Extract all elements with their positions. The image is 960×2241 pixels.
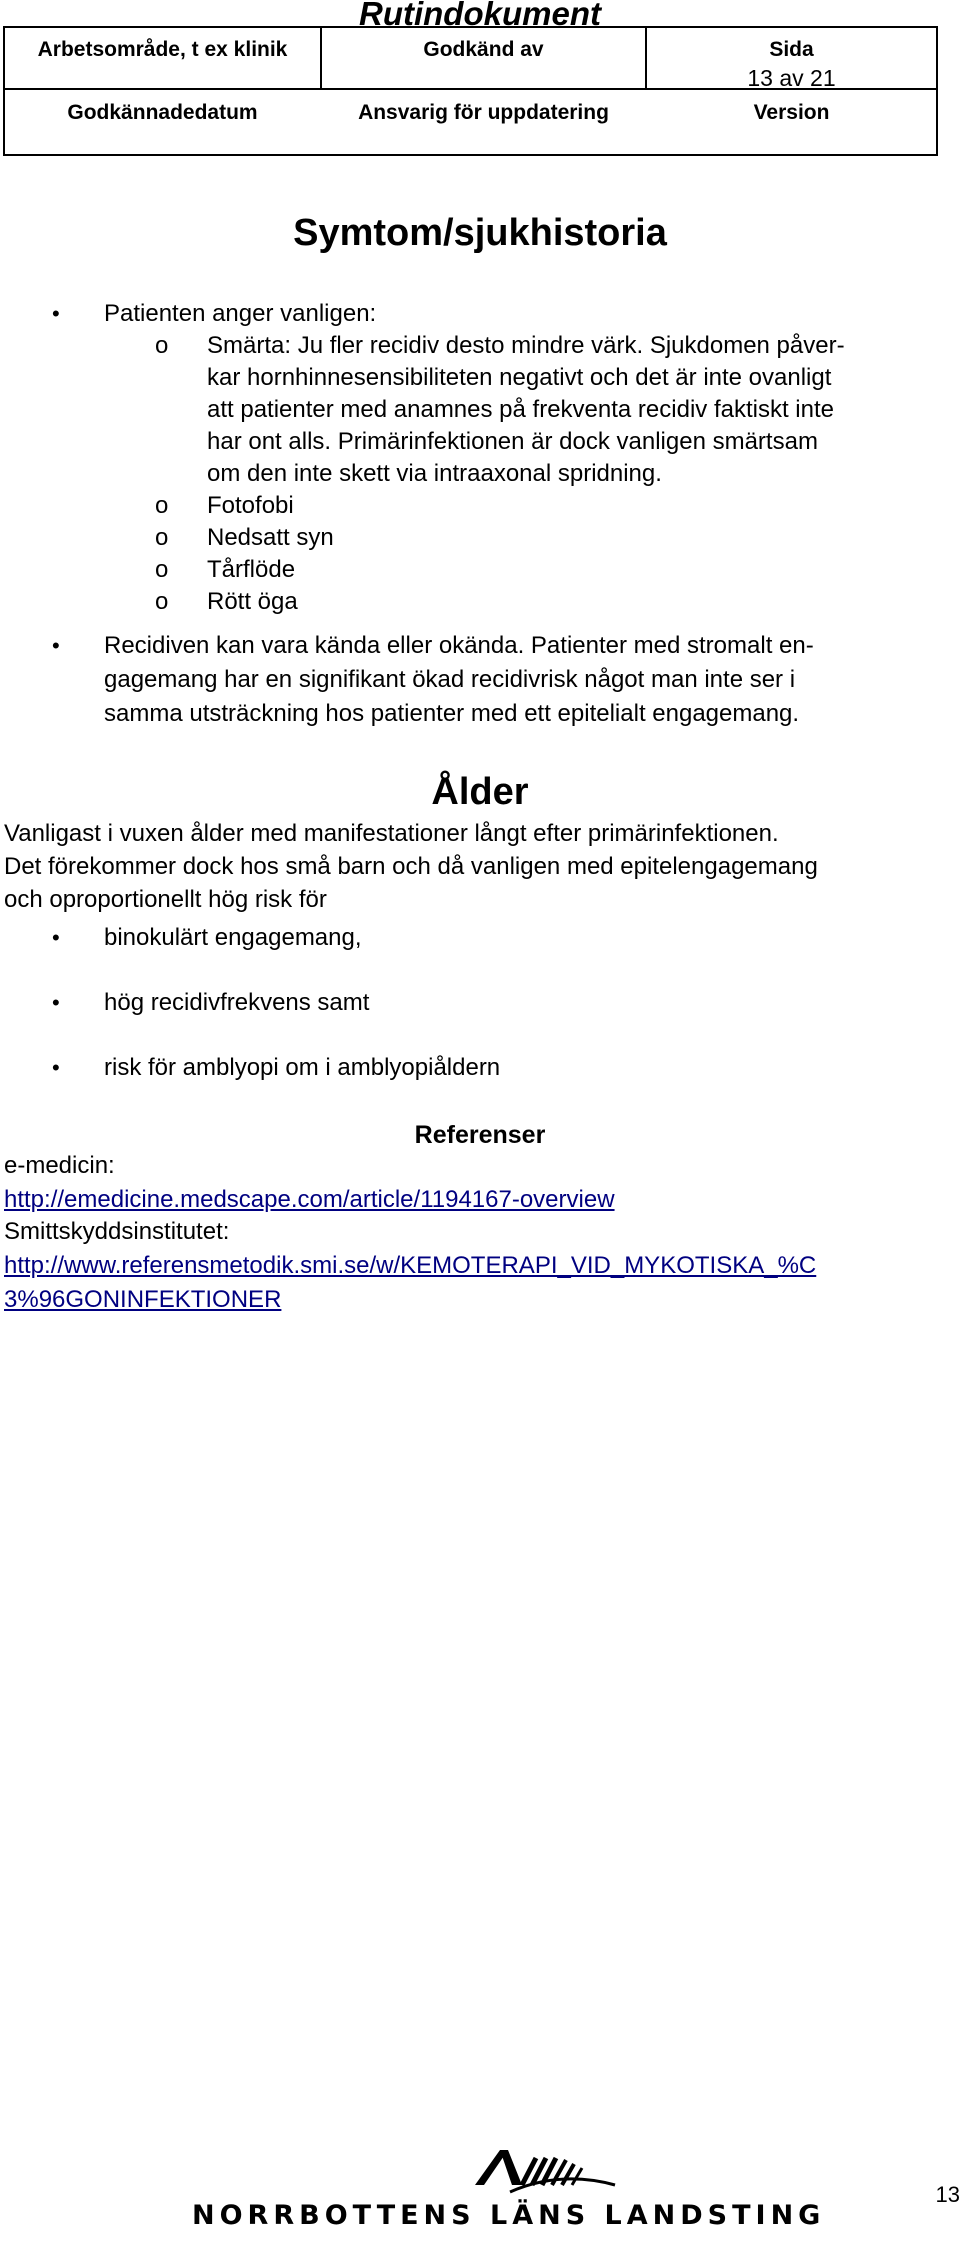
ref-smittskydd-label: Smittskyddsinstitutet: <box>4 1218 230 1245</box>
header-approved-by: Godkänd av <box>423 38 544 61</box>
nll-logo-icon <box>470 2140 620 2200</box>
footer-brand: NORRBOTTENS LÄNS LANDSTING <box>192 2200 826 2231</box>
sub-bullet-icon: o <box>155 588 169 615</box>
header-page-label: Sida <box>769 38 814 61</box>
document-title: Rutindokument <box>359 0 601 32</box>
symptoms-heading: Symtom/sjukhistoria <box>293 212 667 254</box>
symptom-pain-line3: att patienter med anamnes på frekventa recidiv faktiskt inte <box>207 396 834 423</box>
ref-emedicine-link[interactable]: http://emedicine.medscape.com/article/1194167-overview <box>4 1186 615 1213</box>
recidive-line2: gagemang har en signifikant ökad recidivrisk något man inte ser i <box>104 666 796 693</box>
age-paragraph-line2: Det förekommer dock hos små barn och då vanligen med epitelengagemang <box>4 853 818 880</box>
age-item-binocular: binokulärt engagemang, <box>104 924 362 951</box>
footer-page-number: 13 <box>935 2182 960 2207</box>
bullet-icon: • <box>52 633 60 658</box>
header-workarea: Arbetsområde, t ex klinik <box>37 38 288 61</box>
header-approval-date: Godkännadedatum <box>67 101 258 124</box>
header-table <box>3 26 938 156</box>
recidive-line3: samma utsträckning hos patienter med ett epitelialt engagemang. <box>104 700 800 727</box>
header-responsible: Ansvarig för uppdatering <box>358 101 609 124</box>
symptom-reduced-vision: Nedsatt syn <box>207 524 334 551</box>
symptom-pain-line4: har ont alls. Primärinfektionen är dock vanligen smärtsam <box>207 428 818 455</box>
ref-smittskydd-link-part1[interactable]: http://www.referensmetodik.smi.se/w/KEMOTERAPI_VID_MYKOTISKA_%C <box>4 1252 817 1279</box>
age-item-amblyopia: risk för amblyopi om i amblyopiåldern <box>104 1054 501 1081</box>
age-item-recurrence: hög recidivfrekvens samt <box>104 989 370 1016</box>
age-heading: Ålder <box>431 771 529 813</box>
header-version: Version <box>753 101 830 124</box>
symptom-pain-line1: Smärta: Ju fler recidiv desto mindre värk. Sjukdomen påver- <box>207 332 845 359</box>
ref-emedicine-label: e-medicin: <box>4 1152 115 1179</box>
symptom-tearing: Tårflöde <box>207 556 296 583</box>
bullet-icon: • <box>52 925 60 950</box>
sub-bullet-icon: o <box>155 332 169 359</box>
recidive-line1: Recidiven kan vara kända eller okända. Patienter med stromalt en- <box>104 632 814 659</box>
references-heading: Referenser <box>414 1121 546 1149</box>
symptoms-intro: Patienten anger vanligen: <box>104 300 377 327</box>
bullet-icon: • <box>52 990 60 1015</box>
sub-bullet-icon: o <box>155 524 169 551</box>
bullet-icon: • <box>52 301 60 326</box>
sub-bullet-icon: o <box>155 556 169 583</box>
age-paragraph-line3: och oproportionellt hög risk för <box>4 886 327 913</box>
sub-bullet-icon: o <box>155 492 169 519</box>
symptom-pain-line5: om den inte skett via intraaxonal spridning. <box>207 460 662 487</box>
bullet-icon: • <box>52 1055 60 1080</box>
symptom-pain-line2: kar hornhinnesensibiliteten negativt och det är inte ovanligt <box>207 364 832 391</box>
age-paragraph-line1: Vanligast i vuxen ålder med manifestationer långt efter primärinfektionen. <box>4 820 779 847</box>
symptom-red-eye: Rött öga <box>207 588 298 615</box>
symptom-photophobia: Fotofobi <box>207 492 294 519</box>
header-page-value: 13 av 21 <box>747 65 836 91</box>
ref-smittskydd-link-part2[interactable]: 3%96GONINFEKTIONER <box>4 1286 282 1313</box>
